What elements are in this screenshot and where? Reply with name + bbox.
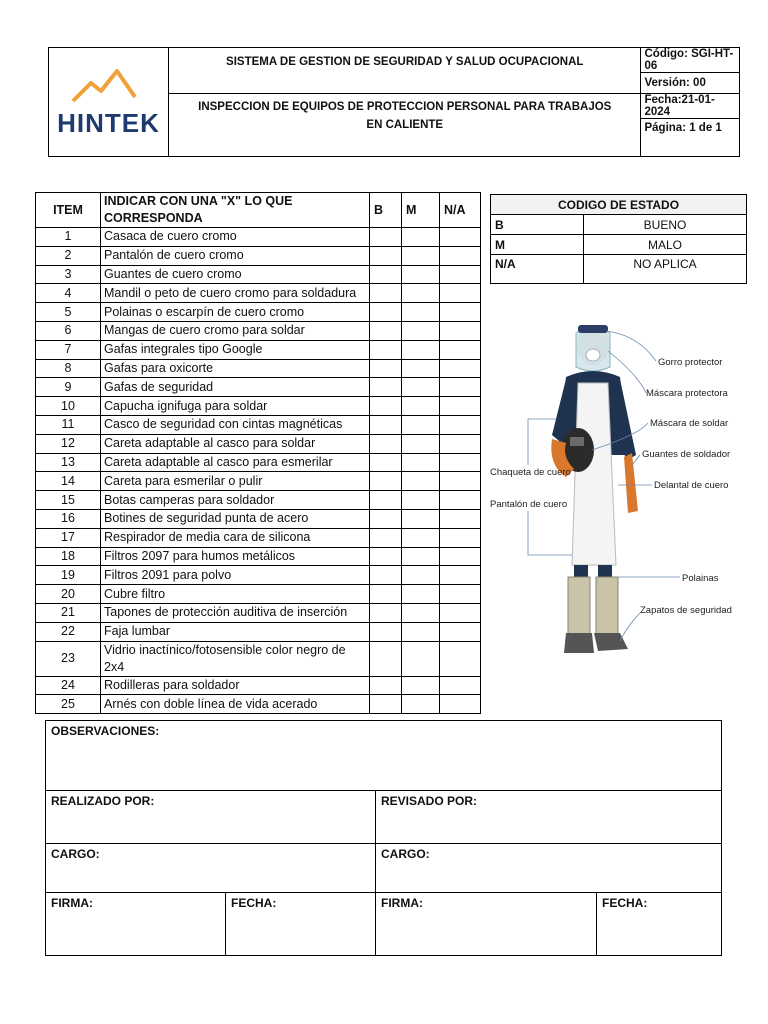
check-b-cell[interactable] bbox=[370, 566, 402, 585]
check-b-cell[interactable] bbox=[370, 228, 402, 247]
item-number: 6 bbox=[36, 321, 101, 340]
realizado-por-field[interactable]: REALIZADO POR: bbox=[46, 791, 376, 844]
table-row bbox=[36, 284, 481, 303]
check-b-cell[interactable] bbox=[370, 603, 402, 622]
item-number: 10 bbox=[36, 397, 101, 416]
check-m-cell[interactable] bbox=[402, 585, 440, 604]
welder-figure bbox=[551, 325, 638, 653]
item-description: Botines de seguridad punta de acero bbox=[101, 509, 370, 528]
cargo-right-field[interactable]: CARGO: bbox=[376, 844, 722, 893]
check-na-cell[interactable] bbox=[440, 359, 481, 378]
table-row bbox=[36, 547, 481, 566]
firma-left-field[interactable]: FIRMA: bbox=[46, 893, 226, 956]
item-number: 2 bbox=[36, 246, 101, 265]
item-description: Mangas de cuero cromo para soldar bbox=[101, 321, 370, 340]
item-number: 16 bbox=[36, 509, 101, 528]
logo-cell bbox=[49, 48, 169, 157]
item-description: Filtros 2091 para polvo bbox=[101, 566, 370, 585]
check-b-cell[interactable] bbox=[370, 491, 402, 510]
table-row bbox=[36, 676, 481, 695]
check-b-cell[interactable] bbox=[370, 378, 402, 397]
check-m-cell[interactable] bbox=[402, 509, 440, 528]
table-row bbox=[36, 415, 481, 434]
signature-form bbox=[45, 720, 722, 956]
revisado-por-field[interactable]: REVISADO POR: bbox=[376, 791, 722, 844]
header-na: N/A bbox=[440, 193, 481, 228]
item-description: Respirador de media cara de silicona bbox=[101, 528, 370, 547]
item-number: 19 bbox=[36, 566, 101, 585]
label-chaqueta: Chaqueta de cuero bbox=[490, 467, 571, 478]
check-m-cell[interactable] bbox=[402, 359, 440, 378]
doc-page: Página: 1 de 1 bbox=[641, 119, 740, 157]
status-code: N/A bbox=[491, 255, 584, 284]
item-description: Careta adaptable al casco para soldar bbox=[101, 434, 370, 453]
header-description: INDICAR CON UNA "X" LO QUE CORRESPONDA bbox=[101, 193, 370, 228]
observaciones-field[interactable]: OBSERVACIONES: bbox=[46, 721, 722, 791]
check-m-cell[interactable] bbox=[402, 434, 440, 453]
label-polainas: Polainas bbox=[682, 573, 719, 584]
fecha-left-field[interactable]: FECHA: bbox=[226, 893, 376, 956]
table-row bbox=[36, 359, 481, 378]
check-m-cell[interactable] bbox=[402, 340, 440, 359]
item-description: Careta adaptable al casco para esmerilar bbox=[101, 453, 370, 472]
item-description: Casco de seguridad con cintas magnéticas bbox=[101, 415, 370, 434]
item-number: 14 bbox=[36, 472, 101, 491]
item-number: 9 bbox=[36, 378, 101, 397]
check-m-cell[interactable] bbox=[402, 603, 440, 622]
status-code: M bbox=[491, 235, 584, 255]
check-na-cell[interactable] bbox=[440, 491, 481, 510]
item-number: 1 bbox=[36, 228, 101, 247]
check-b-cell[interactable] bbox=[370, 509, 402, 528]
label-mascara-protectora: Máscara protectora bbox=[646, 388, 728, 399]
item-number: 7 bbox=[36, 340, 101, 359]
status-meaning: MALO bbox=[584, 235, 747, 255]
check-na-cell[interactable] bbox=[440, 603, 481, 622]
table-row bbox=[36, 340, 481, 359]
table-row bbox=[36, 622, 481, 641]
item-description: Guantes de cuero cromo bbox=[101, 265, 370, 284]
check-m-cell[interactable] bbox=[402, 228, 440, 247]
table-row bbox=[36, 434, 481, 453]
status-code-row bbox=[491, 235, 747, 255]
item-number: 12 bbox=[36, 434, 101, 453]
check-na-cell[interactable] bbox=[440, 284, 481, 303]
check-na-cell[interactable] bbox=[440, 340, 481, 359]
check-m-cell[interactable] bbox=[402, 321, 440, 340]
doc-version: Versión: 00 bbox=[641, 73, 740, 94]
check-na-cell[interactable] bbox=[440, 228, 481, 247]
table-row bbox=[36, 397, 481, 416]
check-m-cell[interactable] bbox=[402, 566, 440, 585]
check-m-cell[interactable] bbox=[402, 265, 440, 284]
item-number: 24 bbox=[36, 676, 101, 695]
check-na-cell[interactable] bbox=[440, 303, 481, 322]
check-na-cell[interactable] bbox=[440, 265, 481, 284]
check-na-cell[interactable] bbox=[440, 321, 481, 340]
check-na-cell[interactable] bbox=[440, 566, 481, 585]
item-number: 15 bbox=[36, 491, 101, 510]
item-description: Arnés con doble línea de vida acerado bbox=[101, 695, 370, 714]
item-number: 4 bbox=[36, 284, 101, 303]
item-number: 3 bbox=[36, 265, 101, 284]
check-na-cell[interactable] bbox=[440, 397, 481, 416]
check-m-cell[interactable] bbox=[402, 303, 440, 322]
document-header bbox=[48, 47, 740, 157]
check-b-cell[interactable] bbox=[370, 246, 402, 265]
cargo-left-field[interactable]: CARGO: bbox=[46, 844, 376, 893]
table-row bbox=[36, 491, 481, 510]
inspection-items-table bbox=[35, 192, 481, 714]
check-m-cell[interactable] bbox=[402, 378, 440, 397]
item-description: Careta para esmerilar o pulir bbox=[101, 472, 370, 491]
item-number: 18 bbox=[36, 547, 101, 566]
item-description: Gafas de seguridad bbox=[101, 378, 370, 397]
table-row bbox=[36, 453, 481, 472]
mountain-logo-icon bbox=[69, 65, 149, 105]
check-b-cell[interactable] bbox=[370, 528, 402, 547]
doc-date: Fecha:21-01-2024 bbox=[641, 94, 740, 119]
item-number: 11 bbox=[36, 415, 101, 434]
table-row bbox=[36, 246, 481, 265]
label-zapatos: Zapatos de seguridad bbox=[640, 605, 732, 616]
check-m-cell[interactable] bbox=[402, 284, 440, 303]
check-na-cell[interactable] bbox=[440, 585, 481, 604]
item-number: 13 bbox=[36, 453, 101, 472]
table-row bbox=[36, 566, 481, 585]
firma-right-field[interactable]: FIRMA: bbox=[376, 893, 597, 956]
logo-text: HINTEK bbox=[57, 108, 160, 138]
check-m-cell[interactable] bbox=[402, 415, 440, 434]
check-na-cell[interactable] bbox=[440, 547, 481, 566]
status-code: B bbox=[491, 215, 584, 235]
item-number: 20 bbox=[36, 585, 101, 604]
item-number: 17 bbox=[36, 528, 101, 547]
check-b-cell[interactable] bbox=[370, 284, 402, 303]
table-row bbox=[36, 585, 481, 604]
item-description: Botas camperas para soldador bbox=[101, 491, 370, 510]
status-code-title: CODIGO DE ESTADO bbox=[491, 195, 747, 215]
check-b-cell[interactable] bbox=[370, 321, 402, 340]
check-m-cell[interactable] bbox=[402, 622, 440, 641]
table-row bbox=[36, 695, 481, 714]
check-b-cell[interactable] bbox=[370, 453, 402, 472]
table-row bbox=[36, 303, 481, 322]
doc-code: Código: SGI-HT-06 bbox=[641, 48, 740, 73]
item-description: Polainas o escarpín de cuero cromo bbox=[101, 303, 370, 322]
check-m-cell[interactable] bbox=[402, 695, 440, 714]
check-b-cell[interactable] bbox=[370, 676, 402, 695]
item-description: Casaca de cuero cromo bbox=[101, 228, 370, 247]
check-b-cell[interactable] bbox=[370, 434, 402, 453]
check-na-cell[interactable] bbox=[440, 415, 481, 434]
item-number: 21 bbox=[36, 603, 101, 622]
check-na-cell[interactable] bbox=[440, 528, 481, 547]
label-mascara-soldar: Máscara de soldar bbox=[650, 418, 729, 429]
table-row bbox=[36, 509, 481, 528]
check-na-cell[interactable] bbox=[440, 472, 481, 491]
check-na-cell[interactable] bbox=[440, 509, 481, 528]
label-gorro: Gorro protector bbox=[658, 357, 723, 368]
item-description: Cubre filtro bbox=[101, 585, 370, 604]
item-description: Gafas para oxicorte bbox=[101, 359, 370, 378]
table-row bbox=[36, 265, 481, 284]
item-description: Gafas integrales tipo Google bbox=[101, 340, 370, 359]
status-meaning: NO APLICA bbox=[584, 255, 747, 284]
check-b-cell[interactable] bbox=[370, 359, 402, 378]
check-m-cell[interactable] bbox=[402, 676, 440, 695]
check-m-cell[interactable] bbox=[402, 491, 440, 510]
label-guantes: Guantes de soldador bbox=[642, 449, 731, 460]
table-row bbox=[36, 603, 481, 622]
check-b-cell[interactable] bbox=[370, 265, 402, 284]
check-b-cell[interactable] bbox=[370, 695, 402, 714]
check-m-cell[interactable] bbox=[402, 547, 440, 566]
item-description: Vidrio inactínico/fotosensible color negro de 2x4 bbox=[101, 641, 370, 676]
status-code-row bbox=[491, 255, 747, 284]
check-na-cell[interactable] bbox=[440, 641, 481, 676]
check-m-cell[interactable] bbox=[402, 472, 440, 491]
table-row bbox=[36, 472, 481, 491]
check-b-cell[interactable] bbox=[370, 397, 402, 416]
check-b-cell[interactable] bbox=[370, 415, 402, 434]
item-description: Filtros 2097 para humos metálicos bbox=[101, 547, 370, 566]
check-na-cell[interactable] bbox=[440, 453, 481, 472]
item-number: 8 bbox=[36, 359, 101, 378]
system-title: SISTEMA DE GESTION DE SEGURIDAD Y SALUD OCUPACIONAL bbox=[169, 48, 641, 94]
item-number: 22 bbox=[36, 622, 101, 641]
table-row bbox=[36, 528, 481, 547]
table-row bbox=[36, 228, 481, 247]
check-b-cell[interactable] bbox=[370, 340, 402, 359]
status-meaning: BUENO bbox=[584, 215, 747, 235]
label-pantalon: Pantalón de cuero bbox=[490, 499, 568, 510]
check-na-cell[interactable] bbox=[440, 378, 481, 397]
table-row bbox=[36, 321, 481, 340]
check-b-cell[interactable] bbox=[370, 641, 402, 676]
item-description: Pantalón de cuero cromo bbox=[101, 246, 370, 265]
status-code-row bbox=[491, 215, 747, 235]
check-m-cell[interactable] bbox=[402, 397, 440, 416]
check-b-cell[interactable] bbox=[370, 585, 402, 604]
check-na-cell[interactable] bbox=[440, 622, 481, 641]
doc-title: INSPECCION DE EQUIPOS DE PROTECCION PERSONAL PARA TRABAJOS EN CALIENTE bbox=[169, 94, 641, 157]
label-delantal: Delantal de cuero bbox=[654, 480, 729, 491]
check-b-cell[interactable] bbox=[370, 472, 402, 491]
item-description: Tapones de protección auditiva de inserción bbox=[101, 603, 370, 622]
header-m: M bbox=[402, 193, 440, 228]
check-b-cell[interactable] bbox=[370, 303, 402, 322]
item-description: Rodilleras para soldador bbox=[101, 676, 370, 695]
check-na-cell[interactable] bbox=[440, 434, 481, 453]
check-b-cell[interactable] bbox=[370, 547, 402, 566]
item-number: 25 bbox=[36, 695, 101, 714]
check-m-cell[interactable] bbox=[402, 453, 440, 472]
table-row bbox=[36, 641, 481, 676]
item-number: 23 bbox=[36, 641, 101, 676]
check-b-cell[interactable] bbox=[370, 622, 402, 641]
check-na-cell[interactable] bbox=[440, 246, 481, 265]
check-m-cell[interactable] bbox=[402, 246, 440, 265]
status-code-table bbox=[490, 194, 747, 284]
header-item: ITEM bbox=[36, 193, 101, 228]
item-number: 5 bbox=[36, 303, 101, 322]
item-description: Faja lumbar bbox=[101, 622, 370, 641]
header-b: B bbox=[370, 193, 402, 228]
fecha-right-field[interactable]: FECHA: bbox=[597, 893, 722, 956]
item-description: Mandil o peto de cuero cromo para soldadura bbox=[101, 284, 370, 303]
check-na-cell[interactable] bbox=[440, 695, 481, 714]
item-description: Capucha ignifuga para soldar bbox=[101, 397, 370, 416]
table-header-row bbox=[36, 193, 481, 228]
check-m-cell[interactable] bbox=[402, 528, 440, 547]
table-row bbox=[36, 378, 481, 397]
check-na-cell[interactable] bbox=[440, 676, 481, 695]
welder-ppe-illustration bbox=[488, 315, 738, 665]
check-m-cell[interactable] bbox=[402, 641, 440, 676]
